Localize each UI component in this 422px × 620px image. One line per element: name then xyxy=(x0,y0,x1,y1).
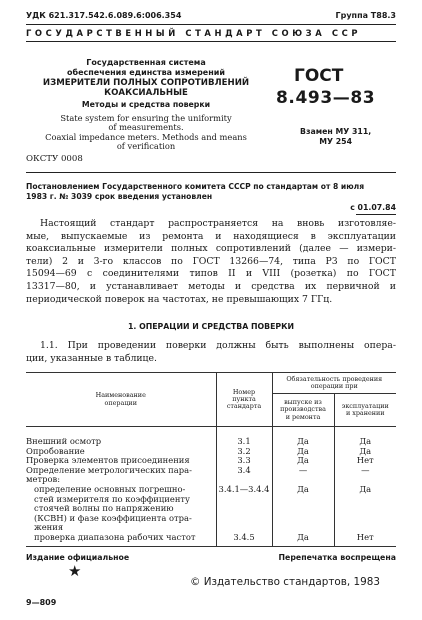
table-row xyxy=(26,533,396,543)
operation-name-cell: Определение метрологических пара- xyxy=(26,464,192,475)
replaces-note xyxy=(300,127,371,147)
header-text: стандарта xyxy=(226,402,262,411)
operation-name-cell: жения xyxy=(34,522,64,533)
intro-line: 13317—80, и устанавливает методы и средства их первичной и xyxy=(26,280,396,292)
exploitation-cell: Да xyxy=(334,447,396,457)
clause-number-cell xyxy=(216,514,272,524)
header-exploitation xyxy=(334,394,396,427)
intro-line: периодической поверок на частотах, не превышающих 7 ГГц. xyxy=(26,293,333,305)
table-row xyxy=(26,466,396,476)
release-cell xyxy=(272,495,334,505)
release-cell: Да xyxy=(272,447,334,457)
intro-line: коаксиальные измерители полных сопротивлений (далее — измери- xyxy=(26,243,396,255)
header-rule-top xyxy=(26,24,396,25)
intro-line: Настоящий стандарт распространяется на вновь изготовляе- xyxy=(40,218,396,229)
release-cell: Да xyxy=(272,437,334,447)
decree-line-2: 1983 г. № 3039 срок введения установлен xyxy=(26,192,213,202)
operations-table xyxy=(26,372,396,547)
section-heading: 1. ОПЕРАЦИИ И СРЕДСТВА ПОВЕРКИ xyxy=(127,322,295,331)
exploitation-cell xyxy=(334,514,396,524)
clause-number-cell xyxy=(216,504,272,514)
gost-number: 8.493—83 xyxy=(276,88,376,108)
page-number: 9—809 xyxy=(26,598,57,607)
header-text: выпуске из xyxy=(284,398,322,407)
english-line-3: Coaxial impedance meters. Methods and means xyxy=(45,131,247,142)
clause-number-cell: 3.1 xyxy=(216,437,272,447)
english-line-2: of measurements. xyxy=(108,122,184,133)
release-cell: — xyxy=(272,466,334,476)
header-release xyxy=(272,394,334,427)
header-text: и ремонта xyxy=(285,412,321,421)
header-text: Обязательность проведения xyxy=(286,374,383,383)
header-text: пункта xyxy=(232,394,256,403)
section-line: ции, указанные в таблице. xyxy=(26,352,157,364)
table-row xyxy=(26,514,396,524)
header-clause-number xyxy=(216,373,272,427)
header-rule-bottom xyxy=(26,41,396,42)
release-cell xyxy=(272,504,334,514)
operation-name-cell: проверка диапазона рабочих частот xyxy=(34,531,196,542)
operation-name-cell: Опробование xyxy=(26,445,85,456)
exploitation-cell: Нет xyxy=(334,456,396,466)
operation-name-cell: (КСВН) и фазе коэффициента отра- xyxy=(34,512,192,523)
english-title xyxy=(26,114,266,152)
decree-line-1: Постановлением Государственного комитета СССР по стандартам от 8 июля xyxy=(26,182,365,191)
header-operation-name xyxy=(26,373,216,427)
section-line: 1.1. При проведении поверки должны быть выполнены опера- xyxy=(40,340,396,351)
release-cell: Да xyxy=(272,485,334,495)
title-line-3: ИЗМЕРИТЕЛИ ПОЛНЫХ СОПРОТИВЛЕНИЙ xyxy=(42,78,250,88)
header-text: операции xyxy=(104,398,137,407)
clause-number-cell: 3.4 xyxy=(216,466,272,476)
clause-number-cell xyxy=(216,495,272,505)
clause-number-cell: 3.3 xyxy=(216,456,272,466)
effective-date: с 01.07.84 xyxy=(350,203,396,212)
official-edition: Издание официальное xyxy=(26,553,130,562)
exploitation-cell: — xyxy=(334,466,396,476)
replaces-line-2: МУ 254 xyxy=(319,137,352,146)
exploitation-cell xyxy=(334,495,396,505)
exploitation-cell: Да xyxy=(334,437,396,447)
intro-line: мые, выпускаемые из ремонта и находящиеся в эксплуатации xyxy=(26,230,396,242)
release-cell xyxy=(272,514,334,524)
header-text: эксплуатации xyxy=(341,401,389,410)
intro-line: тели) 2 и 3-го классов по ГОСТ 13266—74, типа Р3 по ГОСТ xyxy=(26,255,396,267)
clause-number-cell: 3.2 xyxy=(216,447,272,457)
operation-name-cell: стей измерителя по коэффициенту xyxy=(34,493,190,504)
operation-name-cell: определение основных погрешно- xyxy=(34,483,186,494)
reprint-prohibited: Перепечатка воспрещена xyxy=(278,553,396,562)
standard-banner: ГОСУДАРСТВЕННЫЙ СТАНДАРТ СОЮЗА ССР xyxy=(26,28,362,38)
okstu-code: ОКСТУ 0008 xyxy=(26,154,83,164)
header-text: и хранении xyxy=(345,409,385,417)
clause-number-cell: 3.4.1—3.4.4 xyxy=(216,485,272,495)
section-paragraph xyxy=(26,340,396,365)
english-line-1: State system for ensuring the uniformity xyxy=(60,113,232,123)
title-line-2: обеспечения единства измерений xyxy=(67,68,225,77)
operation-name-cell: Внешний осмотр xyxy=(26,436,102,446)
title-line-5: Методы и средства поверки xyxy=(81,100,211,109)
operation-name-cell: метров: xyxy=(26,474,61,485)
release-cell: Да xyxy=(272,533,334,543)
header-text: производства xyxy=(280,405,326,414)
star-icon: ★ xyxy=(68,562,82,580)
replaces-line-1: Взамен МУ 311, xyxy=(300,127,372,136)
header-mandatory xyxy=(272,373,396,394)
intro-paragraph xyxy=(26,218,396,306)
header-text: операции при xyxy=(310,382,358,390)
header-text: Наименование xyxy=(95,391,146,400)
title-line-1: Государственная система xyxy=(86,58,206,67)
exploitation-cell: Да xyxy=(334,485,396,495)
intro-line: 15094—69 с соединителями типов II и VIII (розетка) по ГОСТ xyxy=(26,268,396,280)
russian-title xyxy=(26,58,266,110)
header-text: Номер xyxy=(232,387,256,396)
title-divider xyxy=(26,172,396,173)
udk-code: УДК 621.317.542.6.089.6:006.354 xyxy=(26,11,182,20)
exploitation-cell xyxy=(334,504,396,514)
release-cell: Да xyxy=(272,456,334,466)
group-code: Группа Т88.3 xyxy=(335,11,396,20)
copyright: © Издательство стандартов, 1983 xyxy=(190,576,380,588)
operation-name-cell: стоячей волны по напряжению xyxy=(34,503,174,514)
title-line-4: КОАКСИАЛЬНЫЕ xyxy=(104,88,188,98)
date-underline xyxy=(356,214,396,215)
operation-name-cell: Проверка элементов присоединения xyxy=(26,455,190,466)
exploitation-cell: Нет xyxy=(334,533,396,543)
english-line-4: of verification xyxy=(116,141,176,152)
decree-text xyxy=(26,182,396,203)
gost-label: ГОСТ xyxy=(294,66,344,86)
clause-number-cell: 3.4.5 xyxy=(216,533,272,543)
